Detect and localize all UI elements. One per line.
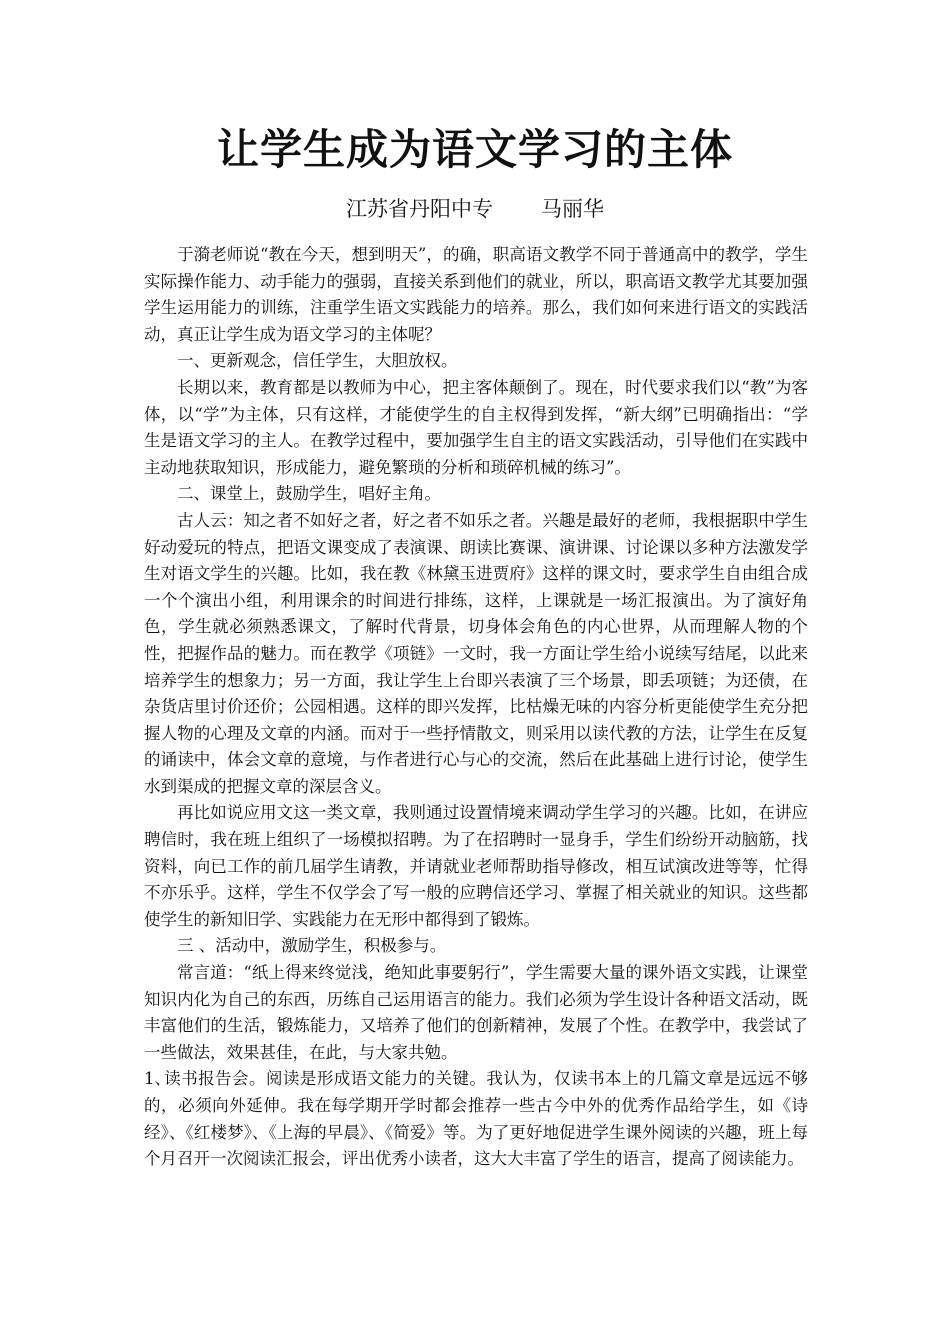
list-item xyxy=(124,1066,808,1172)
section-heading-2: 二、课堂上，鼓励学生，唱好主角。 xyxy=(177,484,441,504)
paragraph-section-3: 常言道：“纸上得来终觉浅，绝知此事要躬行”，学生需要大量的课外语文实践，让课堂知识内化为自己的东西，历练自己运用语言的能力。我们必须为学生设计各种语文活动，既丰富他们的生活，锻炼能力，又培养了他们的创新精神，发展了个性。在教学中，我尝试了一些做法，效果甚佳，在此，与大家共勉。 xyxy=(144,963,808,1062)
paragraph-section-2-b: 再比如说应用文这一类文章，我则通过设置情境来调动学生学习的兴趣。比如，在讲应聘信时，我在班上组织了一场模拟招聘。为了在招聘时一显身手，学生们纷纷开动脑筋，找资料，向已工作的前几届学生请教，并请就业老师帮助指导修改，相互试演改进等等，忙得不亦乐乎。这样，学生不仅学会了写一般的应聘信还学习、掌握了相关就业的知识。这些都使学生的新知旧学、实践能力在无形中都得到了锻炼。 xyxy=(144,803,808,929)
section-heading-3: 三 、活动中，激励学生，积极参与。 xyxy=(177,936,447,956)
list-item-number: 1、 xyxy=(144,1069,171,1089)
author-byline xyxy=(0,192,950,226)
document-body xyxy=(144,242,808,1173)
paragraph-section-2-a: 古人云：知之者不如好之者，好之者不如乐之者。兴趣是最好的老师，我根据职中学生好动爱玩的特点，把语文课变成了表演课、朗读比赛课、演讲课、讨论课以多种方法激发学生对语文学生的兴趣。比如，我在教《林黛玉进贾府》这样的课文时，要求学生自由组合成一个个演出小组，利用课余的时间进行排练，这样，上课就是一场汇报演出。为了演好角色，学生就必须熟悉课文，了解时代背景，切身体会角色的内心世界，从而理解人物的个性，把握作品的魅力。而在教学《项链》一文时，我一方面让学生给小说续写结尾，以此来培养学生的想象力；另一方面，我让学生上台即兴表演了三个场景，即丢项链；为还债，在杂货店里讨价还价；公园相遇。这样的即兴发挥，比枯燥无味的内容分析更能使学生充分把握人物的心理及文章的内涵。而对于一些抒情散文，则采用以读代教的方法，让学生在反复的诵读中，体会文章的意境，与作者进行心与心的交流，然后在此基础上进行讨论，使学生水到渠成的把握文章的深层含义。 xyxy=(144,510,808,796)
document-title: 让学生成为语文学习的主体 xyxy=(216,125,733,174)
paragraph-intro: 于漪老师说“教在今天，想到明天”，的确，职高语文教学不同于普通高中的教学，学生实际操作能力、动手能力的强弱，直接关系到他们的就业，所以，职高语文教学尤其要加强学生运用能力的训练，注重学生语文实践能力的培养。那么，我们如何来进行语文的实践活动，真正让学生成为语文学习的主体呢？ xyxy=(144,245,808,344)
list-item-text: 读书报告会。阅读是形成语文能力的关键。我认为，仅读书本上的几篇文章是远远不够的，必须向外延伸。我在每学期开学时都会推荐一些古今中外的优秀作品给学生，如《诗经》、《红楼梦》、《上海的早晨》、《简爱》等。为了更好地促进学生课外阅读的兴趣，班上每个月召开一次阅读汇报会，评出优秀小读者，这大大丰富了学生的语言，提高了阅读能力。 xyxy=(144,1069,808,1169)
section-heading-1: 一、更新观念，信任学生，大胆放权。 xyxy=(177,351,458,371)
paragraph-section-1: 长期以来，教育都是以教师为中心，把主客体颠倒了。现在，时代要求我们以“教”为客体，以“学”为主体，只有这样，才能使学生的自主权得到发挥，“新大纲”已明确指出：“学生是语文学习的主人。在教学过程中，要加强学生自主的语文实践活动，引导他们在实践中主动地获取知识，形成能力，避免繁琐的分析和琐碎机械的练习”。 xyxy=(144,377,808,477)
author-organization: 江苏省丹阳中专 xyxy=(346,197,493,221)
author-name: 马丽华 xyxy=(541,197,604,221)
